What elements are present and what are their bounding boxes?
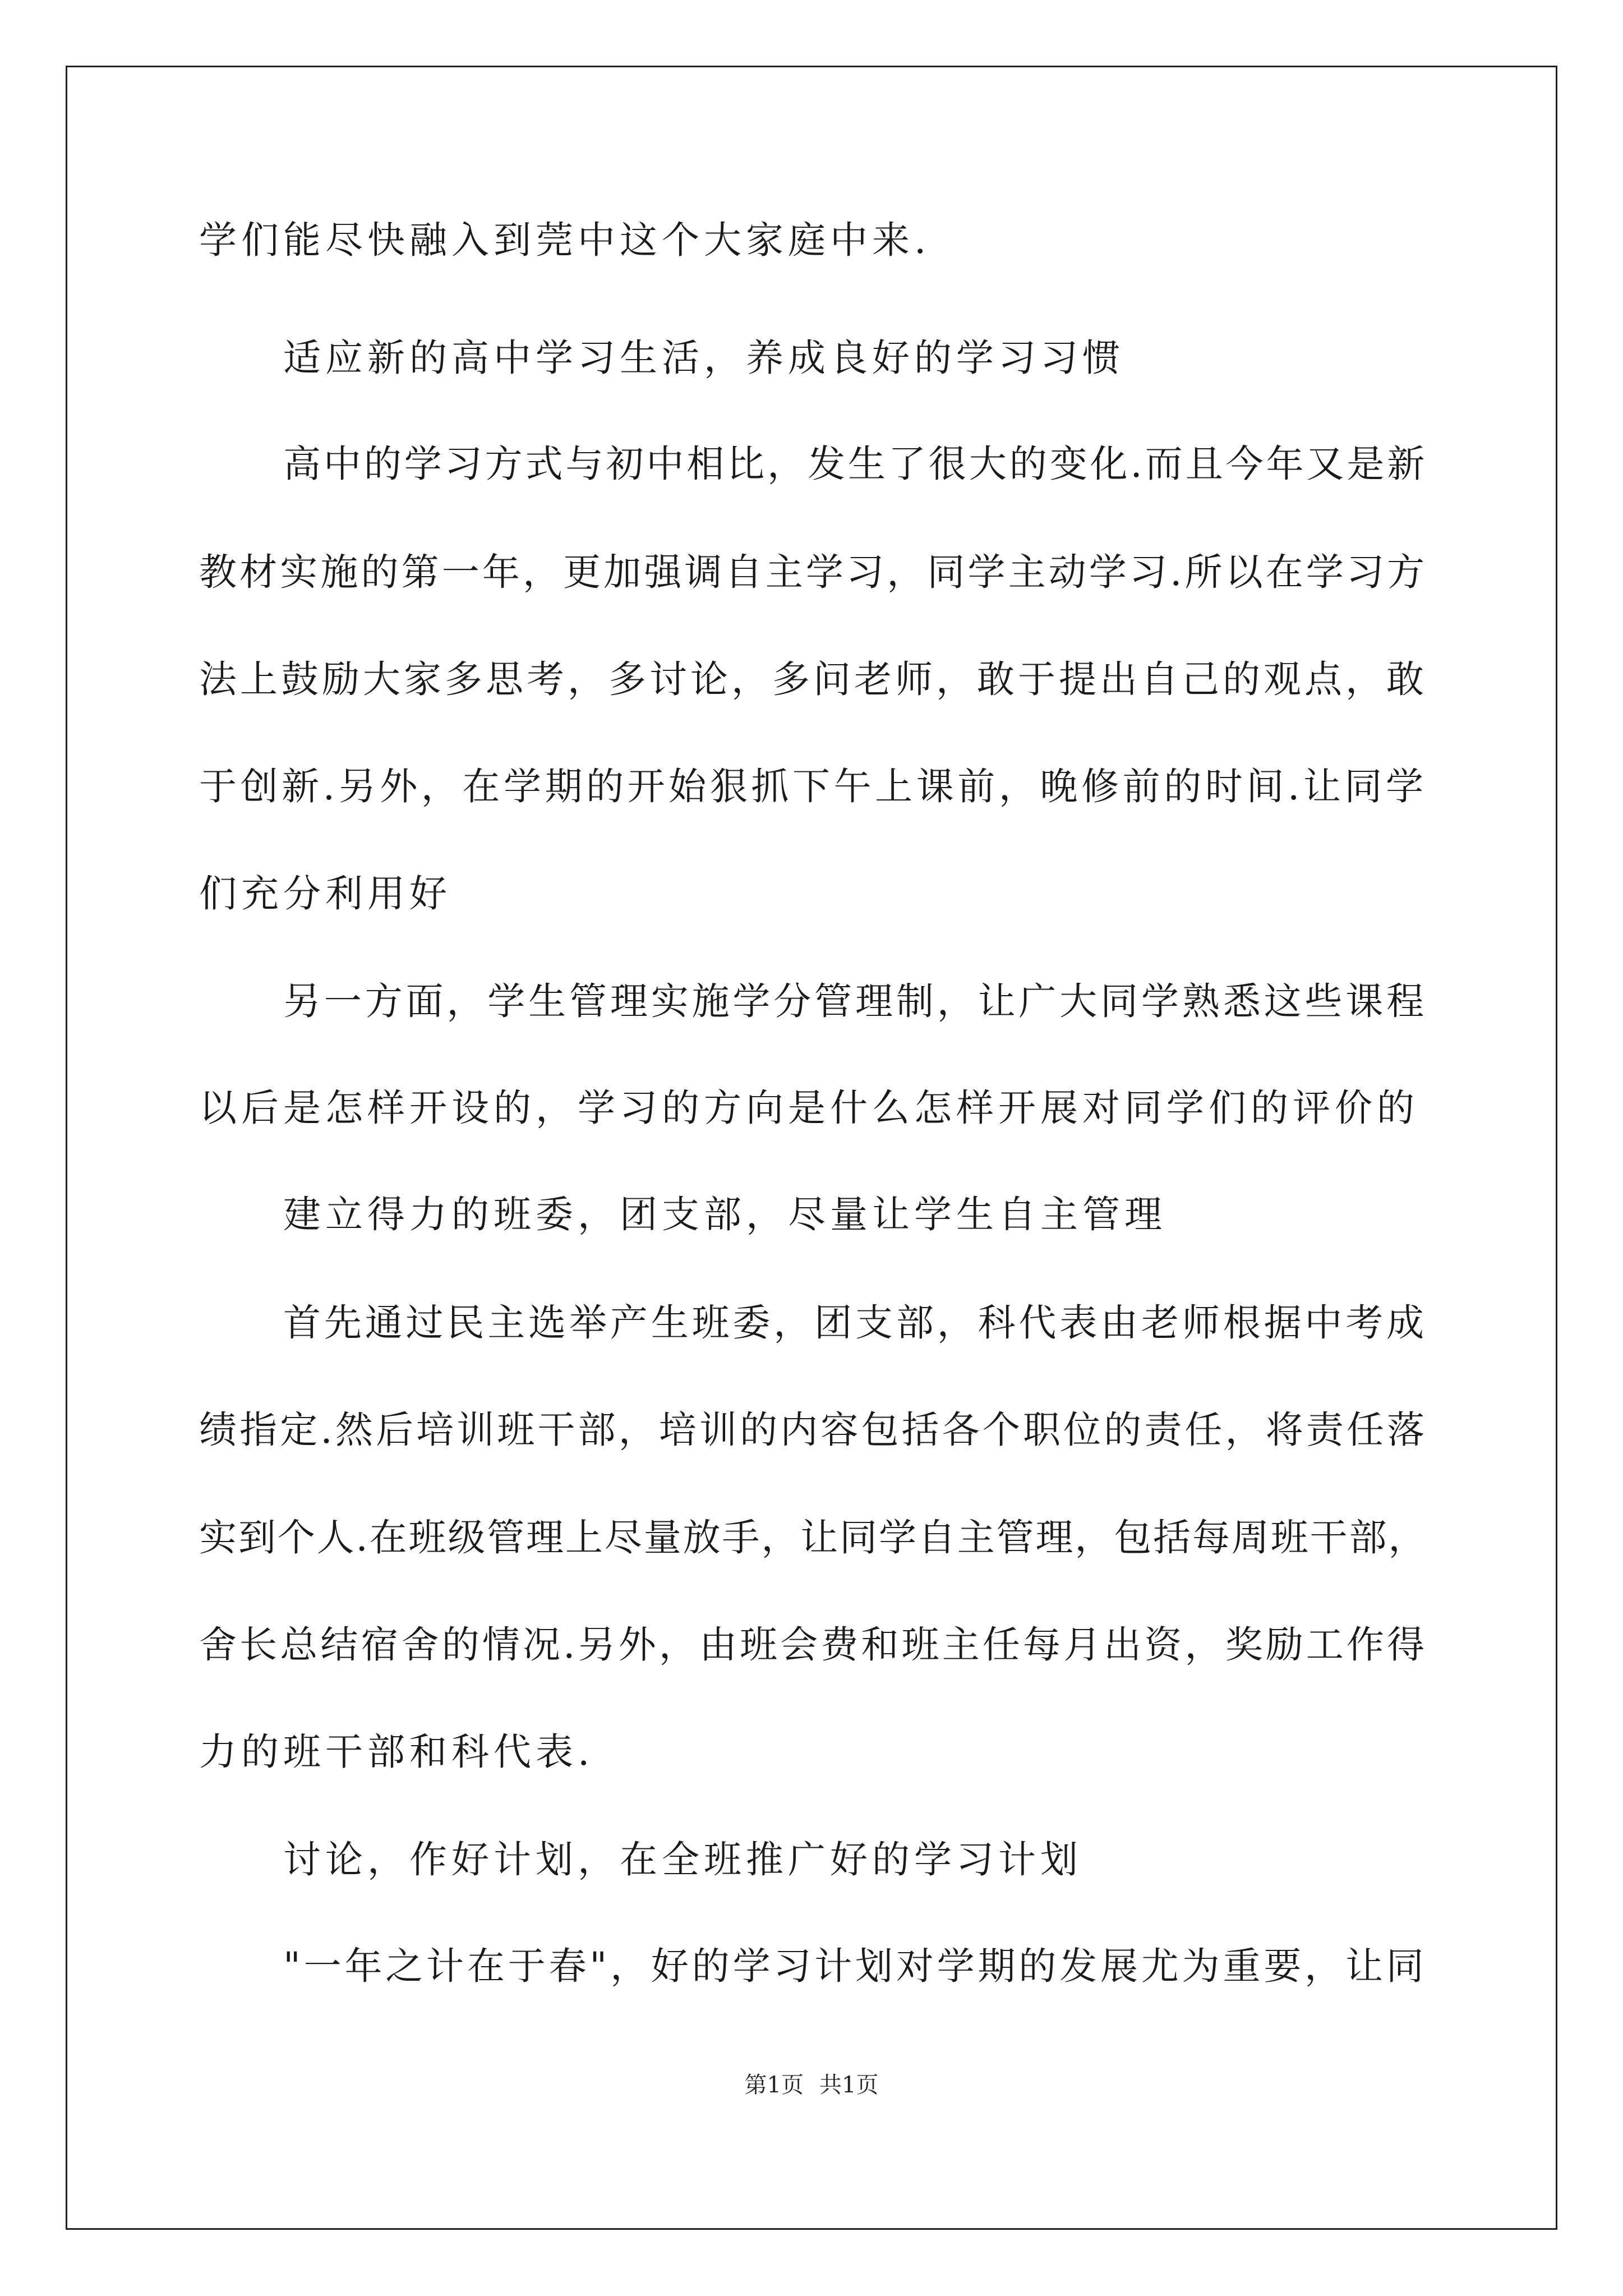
- page-number: 第1页: [744, 2072, 804, 2098]
- text-line: 教材实施的第一年，更加强调自主学习，同学主动学习.所以在学习方: [199, 550, 1428, 594]
- text-line: 绩指定.然后培训班干部，培训的内容包括各个职位的责任，将责任落: [199, 1408, 1428, 1452]
- text-line: 高中的学习方式与初中相比，发生了很大的变化.而且今年又是新: [283, 442, 1428, 486]
- text-line: "一年之计在于春"，好的学习计划对学期的发展尤为重要，让同: [283, 1944, 1427, 1988]
- page-border: [66, 66, 1557, 2230]
- text-line: 于创新.另外，在学期的开始狠抓下午上课前，晚修前的时间.让同学: [199, 765, 1427, 808]
- page-total: 共1页: [819, 2072, 879, 2098]
- page-footer: [0, 2071, 1623, 2099]
- text-line: 实到个人.在班级管理上尽量放手，让同学自主管理，包括每周班干部，: [199, 1516, 1428, 1559]
- text-line: 学们能尽快融入到莞中这个大家庭中来.: [199, 218, 931, 262]
- text-line: 力的班干部和科代表.: [199, 1730, 594, 1774]
- text-line: 首先通过民主选举产生班委，团支部，科代表由老师根据中考成: [283, 1301, 1427, 1345]
- text-line: 舍长总结宿舍的情况.另外，由班会费和班主任每月出资，奖励工作得: [199, 1623, 1428, 1667]
- text-line: 们充分利用好: [199, 872, 451, 915]
- section-heading: 建立得力的班委，团支部，尽量让学生自主管理: [283, 1193, 1166, 1236]
- text-line: 以后是怎样开设的，学习的方向是什么怎样开展对同学们的评价的: [199, 1086, 1419, 1130]
- text-line: 另一方面，学生管理实施学分管理制，让广大同学熟悉这些课程: [283, 979, 1427, 1023]
- section-heading: 适应新的高中学习生活，养成良好的学习习惯: [283, 336, 1124, 380]
- text-line: 法上鼓励大家多思考，多讨论，多问老师，敢于提出自己的观点，敢: [199, 657, 1427, 701]
- section-heading: 讨论，作好计划，在全班推广好的学习计划: [283, 1838, 1082, 1881]
